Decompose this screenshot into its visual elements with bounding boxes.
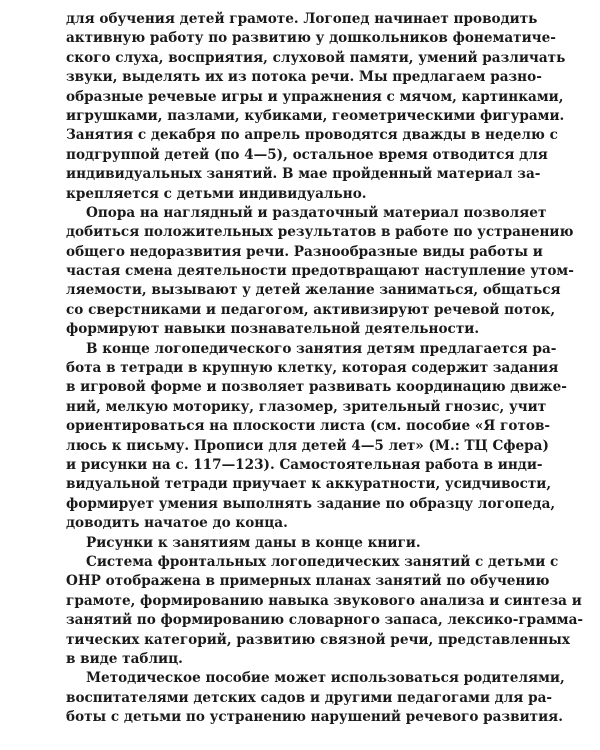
- text-line: формирует умения выполнять задание по образцу логопеда,: [66, 495, 556, 512]
- text-line: для обучения детей грамоте. Логопед начинает проводить: [66, 11, 538, 27]
- text-line: образные речевые игры и упражнения с мячом, картинками,: [66, 88, 564, 105]
- text-line: бота в тетради в крупную клетку, которая содержит задания: [66, 360, 559, 377]
- text-line: ориентироваться на плоскости листа (см. пособие «Я готов-: [66, 418, 551, 435]
- text-line: Опора на наглядный и раздаточный материал позволяет: [86, 204, 547, 221]
- text-line: Методическое пособие может использоваться родителями,: [86, 670, 565, 687]
- text-line: и рисунки на с. 117—123). Самостоятельная работа в инди-: [66, 456, 543, 473]
- text-line: люсь к письму. Прописи для детей 4—5 лет» (М.: ТЦ Сфера): [66, 437, 549, 454]
- text-line: ского слуха, восприятия, слуховой памяти, умений различать: [66, 49, 566, 66]
- text-line: частая смена деятельности предотвращают наступление утом-: [66, 263, 574, 280]
- text-line: занятий по формированию словарного запаса, лексико-грамма-: [66, 612, 584, 629]
- text-line: В конце логопедического занятия детям предлагается ра-: [86, 340, 557, 357]
- text-line: ляемости, вызывают у детей желание заниматься, общаться: [66, 282, 561, 299]
- text-line: Занятия с декабря по апрель проводятся дважды в неделю с: [66, 127, 558, 144]
- text-line: формируют навыки познавательной деятельности.: [66, 321, 480, 338]
- paragraph-1: [66, 10, 566, 204]
- paragraph-4: [66, 534, 529, 553]
- text-line: боты с детьми по устранению нарушений речевого развития.: [66, 709, 563, 726]
- text-line: индивидуальных занятий. В мае пройденный материал за-: [66, 166, 541, 183]
- text-line: крепляется с детьми индивидуально.: [66, 185, 367, 202]
- text-line: Система фронтальных логопедических занятий с детьми с: [86, 553, 559, 570]
- text-line: игрушками, пазлами, кубиками, геометрическими фигурами.: [66, 107, 565, 124]
- text-line: видуальной тетради приучает к аккуратности, усидчивости,: [66, 476, 552, 493]
- paragraph-2: [66, 204, 574, 340]
- text-line: ОНР отображена в примерных планах занятий по обучению: [66, 573, 550, 590]
- text-line: со сверстниками и педагогом, активизируют речевой поток,: [66, 301, 556, 318]
- text-line: грамоте, формированию навыка звукового анализа и синтеза и: [66, 592, 582, 609]
- text-line: звуки, выделять их из потока речи. Мы предлагаем разно-: [66, 69, 542, 86]
- text-line: общего недоразвития речи. Разнообразные виды работы и: [66, 243, 543, 260]
- text-line: в виде таблиц.: [66, 650, 183, 667]
- text-line: добиться положительных результатов в работе по устранению: [66, 224, 574, 241]
- text-line: в игровой форме и позволяет развивать координацию движе-: [66, 379, 567, 396]
- text-line: Рисунки к занятиям даны в конце книги.: [86, 534, 421, 551]
- document-page: [66, 10, 584, 727]
- text-line: ний, мелкую моторику, глазомер, зрительный гнозис, учит: [66, 398, 547, 415]
- text-line: активную работу по развитию у дошкольников фонематиче-: [66, 30, 556, 47]
- paragraph-3: [66, 340, 567, 534]
- text-line: доводить начатое до конца.: [66, 515, 288, 532]
- paragraph-5: [66, 553, 584, 669]
- paragraph-6: [66, 669, 565, 727]
- text-line: подгруппой детей (по 4—5), остальное время отводится для: [66, 146, 548, 163]
- text-line: тических категорий, развитию связной речи, представленных: [66, 631, 570, 648]
- text-line: воспитателями детских садов и другими педагогами для ра-: [66, 689, 553, 706]
